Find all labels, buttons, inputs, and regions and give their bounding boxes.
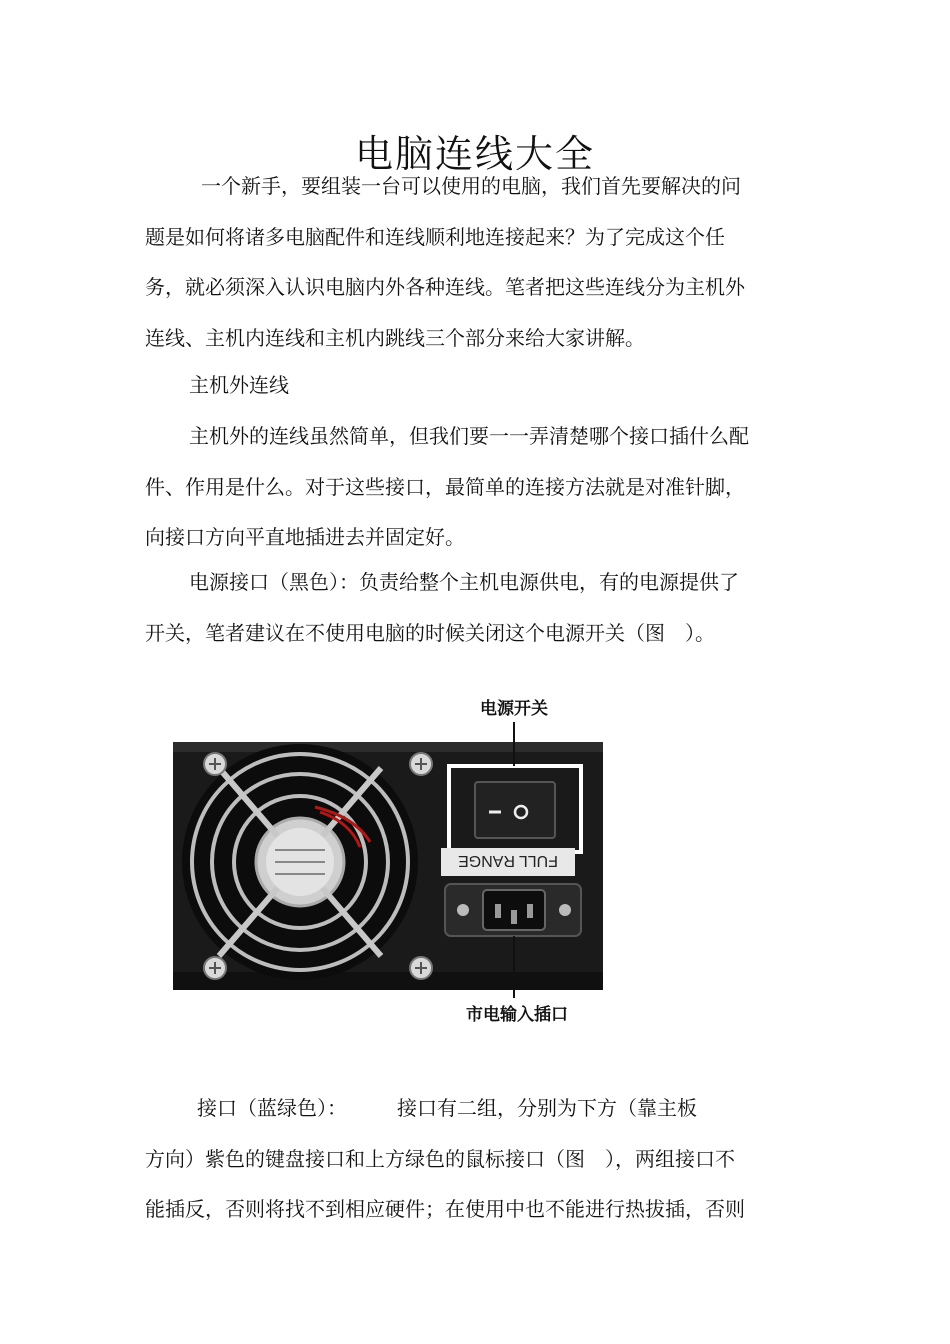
intro-paragraph: [145, 161, 810, 363]
intro-line-3: 务，就必须深入认识电脑内外各种连线。笔者把这些连线分为主机外: [145, 275, 745, 299]
ps2-line-2: 方向）紫色的键盘接口和上方绿色的鼠标接口（图 ），两组接口不: [145, 1146, 735, 1171]
ps2-line-3: 能插反，否则将找不到相应硬件；在使用中也不能进行热拔插，否则: [145, 1197, 745, 1221]
power-paragraph: [145, 557, 810, 658]
section-line-3: 向接口方向平直地插进去并固定好。: [145, 525, 465, 549]
intro-line-1: 一个新手，要组装一台可以使用的电脑，我们首先要解决的问: [201, 174, 741, 198]
document-title: 电脑连线大全: [354, 132, 595, 177]
ps2-paragraph: [145, 1083, 810, 1235]
fan-grill-icon: [182, 744, 418, 980]
power-line-2: 开关，笔者建议在不使用电脑的时候关闭这个电源开关（图 ）。: [145, 620, 715, 645]
intro-line-4: 连线、主机内连线和主机内跳线三个部分来给大家讲解。: [145, 325, 645, 350]
intro-line-2: 题是如何将诸多电脑配件和连线顺利地连接起来？为了完成这个任: [145, 224, 725, 249]
section-heading: 主机外连线: [189, 373, 289, 397]
power-line-1: 电源接口（黑色）：负责给整个主机电源供电，有的电源提供了: [189, 570, 739, 594]
section-paragraph: [145, 411, 810, 563]
power-supply-image: [145, 672, 625, 1032]
switch-label: 电源开关: [480, 699, 548, 719]
power-supply-figure: [145, 672, 625, 1032]
full-range-text: FULL RANGE: [458, 852, 558, 869]
section-line-2: 件、作用是什么。对于这些接口，最简单的连接方法就是对准针脚，: [145, 474, 745, 499]
section-line-1: 主机外的连线虽然简单，但我们要一一弄清楚哪个接口插什么配: [189, 424, 749, 448]
inlet-label: 市电输入插口: [466, 1005, 568, 1025]
ps2-line-1: 接口（蓝绿色）： 接口有二组，分别为下方（靠主板: [197, 1096, 697, 1120]
